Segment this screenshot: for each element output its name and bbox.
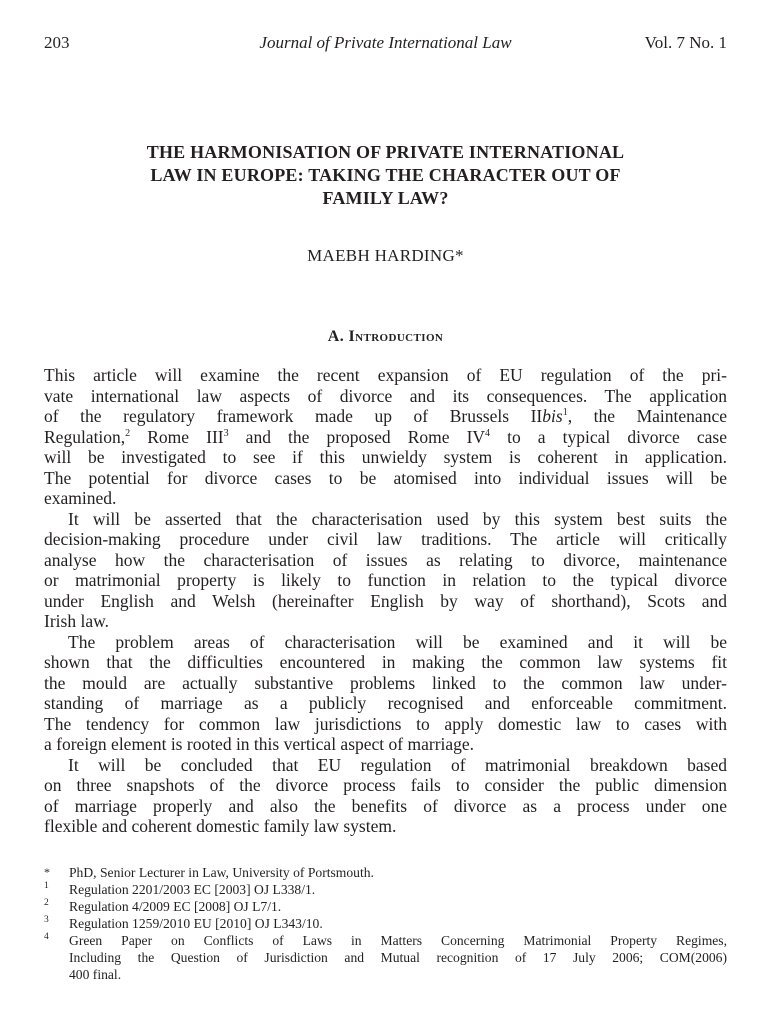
footnote-text: Regulation 1259/2010 EU [2010] OJ L343/10.	[69, 916, 323, 931]
footnote	[44, 915, 727, 932]
text-run: Regulation,	[44, 426, 126, 447]
page-number: 203	[44, 33, 70, 52]
body-line: flexible and coherent domestic family law system.	[44, 816, 397, 836]
body-line: examined.	[44, 488, 117, 508]
body-line: of marriage properly and also the benefits of divorce as a process under one	[44, 795, 727, 816]
body-line: The potential for divorce cases to be atomised into individual issues will be	[44, 467, 727, 488]
italic-run: bis	[542, 406, 563, 426]
title-line: FAMILY LAW?	[322, 188, 449, 208]
footnote-text: PhD, Senior Lecturer in Law, University of Portsmouth.	[69, 865, 374, 880]
text-run: Rome III	[130, 426, 224, 447]
body-line: analyse how the characterisation of issues as relating to divorce, maintenance	[44, 549, 727, 570]
running-header	[44, 31, 727, 55]
footnote-ref[interactable]: 4	[485, 427, 491, 439]
footnote-text: Regulation 2201/2003 EC [2003] OJ L338/1.	[69, 882, 316, 897]
footnotes	[44, 864, 727, 983]
body-line: This article will examine the recent expansion of EU regulation of the pri-	[44, 365, 727, 385]
footnote	[44, 881, 727, 898]
text-run: and the proposed Rome IV	[228, 426, 486, 447]
body-line: under English and Welsh (hereinafter English by way of shorthand), Scots and	[44, 590, 727, 611]
body-line: shown that the difficulties encountered in making the common law systems fit	[44, 652, 727, 672]
article-title	[44, 141, 727, 210]
body-line: The problem areas of characterisation will be examined and it will be	[68, 631, 727, 652]
footnote-mark: 2	[44, 898, 49, 908]
footnote-mark: 4	[44, 932, 49, 942]
title-line: LAW IN EUROPE: TAKING THE CHARACTER OUT OF	[150, 165, 621, 185]
journal-title: Journal of Private International Law	[259, 33, 512, 52]
section-heading: A. Introduction	[327, 328, 444, 345]
footnote	[44, 864, 727, 881]
text-run: to a typical divorce case	[490, 426, 727, 447]
text-run: of the regulatory framework made up of Brussels II	[44, 406, 543, 426]
footnote	[44, 932, 727, 983]
footnote-mark: 1	[44, 881, 49, 891]
text-run: , the Maintenance	[567, 406, 727, 426]
body-line	[44, 406, 727, 427]
footnote-ref[interactable]: 3	[223, 427, 229, 439]
body-line: a foreign element is rooted in this vertical aspect of marriage.	[44, 734, 475, 754]
body-line	[44, 427, 727, 448]
footnote	[44, 898, 727, 915]
title-line: THE HARMONISATION OF PRIVATE INTERNATIONAL	[146, 142, 625, 162]
footnote-text: 400 final.	[69, 967, 122, 982]
body-line: will be investigated to see if this unwieldy system is coherent in application.	[44, 447, 727, 467]
body-line: It will be concluded that EU regulation of matrimonial breakdown based	[68, 754, 727, 775]
body-line: on three snapshots of the divorce process fails to consider the public dimension	[44, 775, 727, 795]
footnote-text: Including the Question of Jurisdiction and Mutual recognition of 17 July 2006; COM(2006)	[69, 950, 727, 965]
volume-issue: Vol. 7 No. 1	[644, 33, 727, 52]
body-line: decision-making procedure under civil law traditions. The article will critically	[44, 529, 727, 549]
body-line: or matrimonial property is likely to function in relation to the typical divorce	[44, 570, 727, 590]
footnote-mark: *	[44, 865, 50, 879]
footnote-text: Green Paper on Conflicts of Laws in Matters Concerning Matrimonial Property Regimes,	[69, 933, 727, 948]
footnote-mark: 3	[44, 915, 49, 925]
author-name: MAEBH HARDING*	[307, 246, 464, 265]
footnote-text: Regulation 4/2009 EC [2008] OJ L7/1.	[69, 899, 282, 914]
body-line: the mould are actually substantive problems linked to the common law under-	[44, 672, 727, 693]
footnote-ref[interactable]: 1	[562, 407, 568, 419]
body-line: Irish law.	[44, 611, 109, 631]
body-line: vate international law aspects of divorce and its consequences. The application	[44, 385, 727, 406]
footnote-ref[interactable]: 2	[125, 427, 131, 439]
body-line: standing of marriage as a publicly recognised and enforceable commitment.	[44, 693, 727, 713]
body-line: The tendency for common law jurisdictions to apply domestic law to cases with	[44, 713, 727, 734]
body-line: It will be asserted that the characterisation used by this system best suits the	[68, 508, 727, 529]
article-body	[44, 365, 727, 837]
